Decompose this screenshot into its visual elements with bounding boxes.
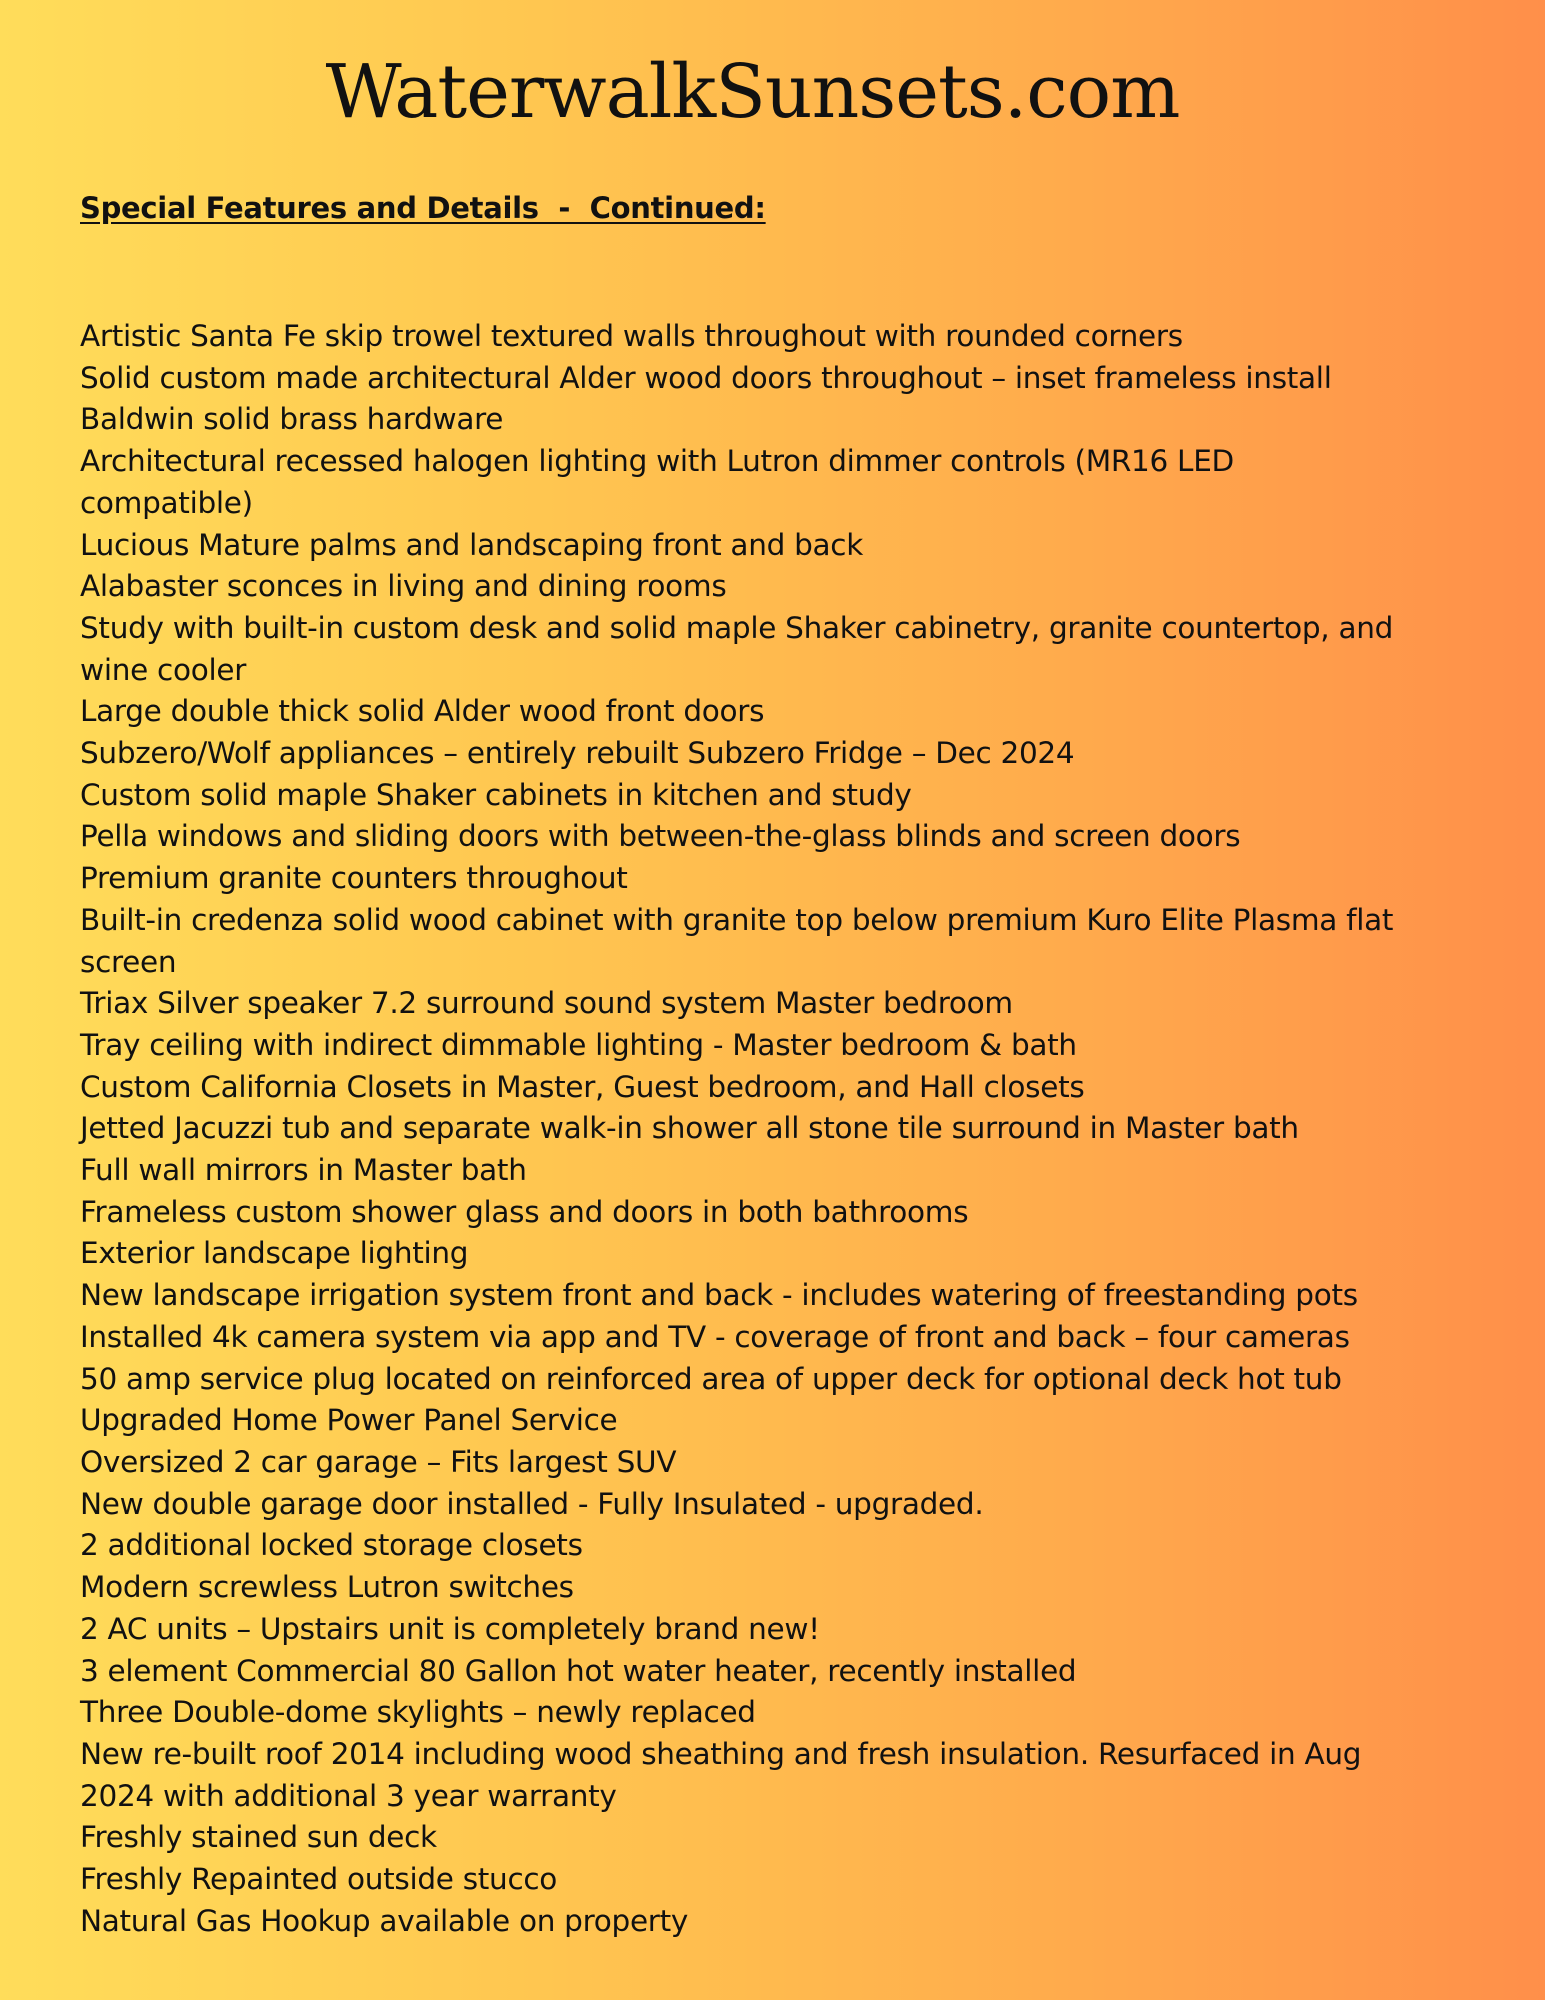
feature-item: Jetted Jacuzzi tub and separate walk-in shower all stone tile surround in Master bath	[80, 1111, 1299, 1146]
feature-item: Custom California Closets in Master, Guest bedroom, and Hall closets	[80, 1069, 1085, 1104]
feature-item: Pella windows and sliding doors with between-the-glass blinds and screen doors	[80, 819, 1241, 854]
feature-item: Upgraded Home Power Panel Service	[80, 1403, 618, 1438]
feature-item: Study with built-in custom desk and solid maple Shaker cabinetry, granite countertop, and wine cooler	[80, 610, 1394, 687]
feature-item: Large double thick solid Alder wood front doors	[80, 694, 765, 729]
feature-item: 3 element Commercial 80 Gallon hot water heater, recently installed	[80, 1653, 1077, 1688]
feature-item: Exterior landscape lighting	[80, 1236, 469, 1271]
feature-item: Architectural recessed halogen lighting with Lutron dimmer controls (MR16 LED compatible)	[80, 444, 1234, 520]
feature-item: New double garage door installed - Fully Insulated - upgraded.	[80, 1486, 984, 1521]
site-title: WaterwalkSunsets.com	[325, 49, 1180, 135]
feature-item: Installed 4k camera system via app and TV - coverage of front and back – four cameras	[80, 1319, 1350, 1354]
feature-item: Three Double-dome skylights – newly replaced	[80, 1695, 756, 1730]
feature-item: Modern screwless Lutron switches	[80, 1570, 574, 1605]
feature-item: Frameless custom shower glass and doors in both bathrooms	[80, 1194, 969, 1229]
feature-item: Premium granite counters throughout	[80, 861, 628, 896]
feature-item: 2 AC units – Upstairs unit is completely brand new!	[80, 1611, 820, 1646]
feature-item: 2 additional locked storage closets	[80, 1528, 583, 1563]
feature-item: Full wall mirrors in Master bath	[80, 1153, 527, 1188]
feature-item: Tray ceiling with indirect dimmable lighting - Master bedroom & bath	[80, 1027, 1077, 1062]
feature-list	[80, 316, 1400, 1942]
feature-item: New re-built roof 2014 including wood sheathing and fresh insulation. Resurfaced in Aug 2024 with additional 3 year warranty	[80, 1736, 1362, 1813]
feature-item: Solid custom made architectural Alder wood doors throughout – inset frameless install	[80, 360, 1332, 395]
feature-item: 50 amp service plug located on reinforced area of upper deck for optional deck hot tub	[80, 1361, 1342, 1396]
feature-item: Custom solid maple Shaker cabinets in kitchen and study	[80, 777, 912, 812]
feature-item: Oversized 2 car garage – Fits largest SUV	[80, 1444, 677, 1479]
feature-item: Freshly Repainted outside stucco	[80, 1862, 558, 1897]
feature-item: Freshly stained sun deck	[80, 1820, 437, 1855]
feature-item: Artistic Santa Fe skip trowel textured walls throughout with rounded corners	[80, 319, 1183, 353]
feature-item: Natural Gas Hookup available on property	[80, 1903, 689, 1938]
feature-item: Lucious Mature palms and landscaping front and back	[80, 527, 864, 562]
feature-item: Built-in credenza solid wood cabinet with granite top below premium Kuro Elite Plasma flat screen	[80, 902, 1394, 979]
section-heading: Special Features and Details - Continued:	[80, 191, 766, 225]
feature-item: New landscape irrigation system front and back - includes watering of freestanding pots	[80, 1278, 1358, 1313]
feature-item: Alabaster sconces in living and dining rooms	[80, 569, 727, 604]
feature-item: Triax Silver speaker 7.2 surround sound system Master bedroom	[80, 986, 1013, 1021]
feature-item: Subzero/Wolf appliances – entirely rebuilt Subzero Fridge – Dec 2024	[80, 736, 1075, 771]
feature-item: Baldwin solid brass hardware	[80, 402, 504, 437]
